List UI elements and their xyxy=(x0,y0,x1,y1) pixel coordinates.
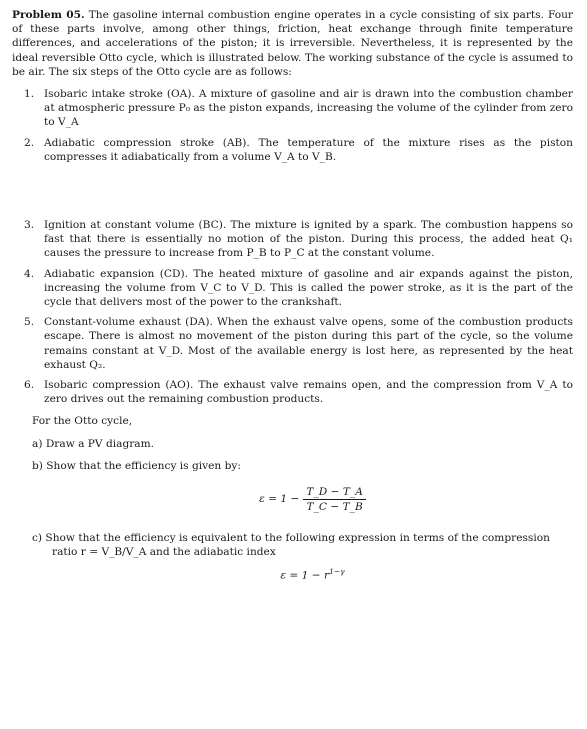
step-number: 4. xyxy=(24,267,35,280)
part-c-text: c) Show that the efficiency is equivalent to the following expression in terms of the compression ratio r = V_B/V_A and the adiabatic index xyxy=(32,532,550,559)
step-number: 1. xyxy=(24,88,35,101)
step-item xyxy=(24,267,573,310)
formula-b-lhs: ε = 1 − xyxy=(259,493,300,506)
part-b-text: b) Show that the efficiency is given by: xyxy=(32,459,241,472)
formula-b-numerator: T_D − T_A xyxy=(303,486,365,500)
step-number: 2. xyxy=(24,136,35,149)
problem-intro xyxy=(12,8,573,79)
formula-b-denominator: T_C − T_B xyxy=(306,500,363,513)
problem-label: Problem 05. xyxy=(12,9,85,21)
step-number: 3. xyxy=(24,219,35,232)
step-item xyxy=(24,136,573,164)
problem-intro-text: The gasoline internal combustion engine operates in a cycle consisting of six parts. Four of these parts involve, among other things, friction, heat exchange through finite temperature differences, and accelerations of the piston; it is irreversible. Nevertheless, it is represented by the ideal reversible Otto cycle, which is illustrated below. The working substance of the cycle is assumed to be air. The six steps of the Otto cycle are as follows: xyxy=(12,9,573,78)
step-number: 6. xyxy=(24,379,35,392)
step-text: Ignition at constant volume (BC). The mixture is ignited by a spark. The combustion happens so fast that there is essentially no motion of the piston. During this process, the added heat Q₁ causes the pressure to increase from P_B to P_C at the constant volume. xyxy=(44,219,573,260)
step-number: 5. xyxy=(24,316,35,329)
formula-b-fraction xyxy=(303,486,365,513)
formula-c-exponent: 1−γ xyxy=(329,567,345,577)
step-item xyxy=(24,378,573,406)
otto-steps-list xyxy=(12,87,573,406)
formula-c-text: ε = 1 − r xyxy=(280,570,330,583)
step-item xyxy=(24,218,573,261)
step-text: Adiabatic compression stroke (AB). The temperature of the mixture rises as the piston compresses it adiabatically from a volume V_A to V_B. xyxy=(44,136,573,163)
efficiency-formula-compression xyxy=(52,567,573,582)
step-text: Isobaric compression (AO). The exhaust valve remains open, and the compression from V_A to zero drives out the remaining combustion products. xyxy=(44,379,573,406)
efficiency-formula-temperatures xyxy=(52,479,573,519)
step-text: Constant-volume exhaust (DA). When the exhaust valve opens, some of the combustion products escape. There is almost no movement of the piston during this part of the cycle, so the volume remains constant at V_D. Most of the available energy is lost here, as represented by the heat exhaust Q₂. xyxy=(44,316,573,371)
step-text: Isobaric intake stroke (OA). A mixture of gasoline and air is drawn into the combustion chamber at atmospheric pressure P₀ as the piston expands, increasing the volume of the cylinder from zero to V_A xyxy=(44,88,573,129)
for-otto-cycle-text: For the Otto cycle, xyxy=(32,415,133,428)
part-a-text: a) Draw a PV diagram. xyxy=(32,437,155,450)
step-item xyxy=(24,315,573,372)
step-text: Adiabatic expansion (CD). The heated mixture of gasoline and air expands against the piston, increasing the volume from V_C to V_D. This is called the power stroke, as it is the part of the cycle that delivers most of the power to the crankshaft. xyxy=(44,267,573,309)
step-item xyxy=(24,87,573,130)
